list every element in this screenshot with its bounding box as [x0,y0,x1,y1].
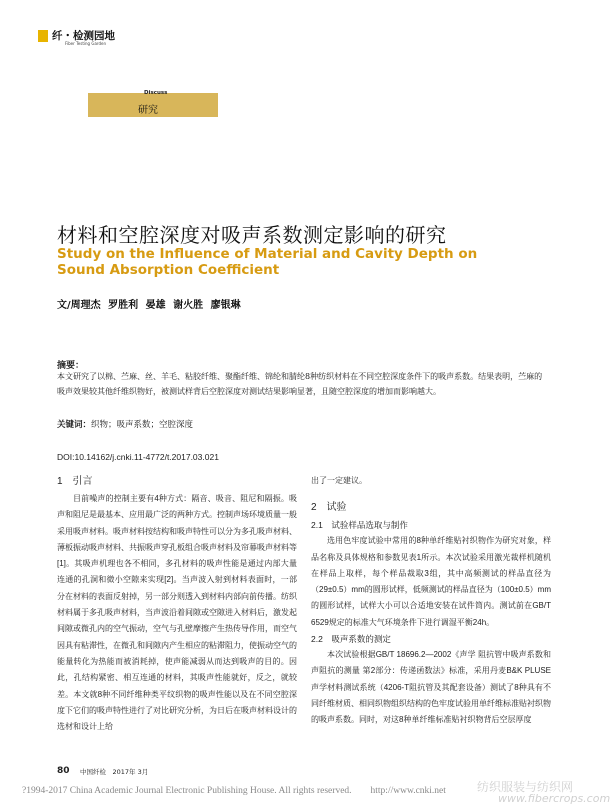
subsection-heading-measure: 2.2 吸声系数的测定 [311,634,391,645]
continued-text: 出了一定建议。 [311,476,367,485]
abstract-label: 摘要： [57,361,85,371]
category-tag-cn: 研究 [138,105,158,116]
intro-paragraph: 目前噪声的控制主要有4种方式：隔音、吸音、阻尼和隔振。吸声和阻尼是最基本、应用最广泛的两种方式。控制声场环境质量一般采用吸声材料。吸声材料按结构和吸声特性可以分为多孔吸声材料、薄板振动吸声材料、共振吸声穿孔板组合吸声材料及帘幕吸声材料等[1]。其吸声机理也各不相同，多孔材料的吸声性能是通过内部大量连通的孔洞和微小空隙来实现[2]。当声波入射到材料表面时，一部分在材料的表面反射掉，另一部分则透入到材料内部向前传播。纺织材料属于多孔吸声材料，当声波沿着间隙或空隙进入材料后，激发起间隙或微孔内的空气振动，空气与孔壁摩擦产生热传导作用，而空气因具有粘滞性，在微孔和间隙内产生相应的粘滞阻力，使振动空气的能量转化为热能而被消耗掉，使声能减弱从而达到吸声的目的。因此，孔结构紧密、相互连通的材料，其吸声性能就好，反之，就较差。本文就8种不同纤维种类平纹织物的吸声性能以及在不同空腔深度下它们的吸声特性进行了对比研究分析，为日后在吸声材料设计的选材和设计上给 [57,494,297,732]
page-number: 80 [57,766,70,776]
article-title-en: Study on the Influence of Material and Cavity Depth on Sound Absorption Coefficient [57,246,478,278]
abstract-text: 本文研究了以棉、苎麻、丝、羊毛、粘胶纤维、聚酯纤维、锦纶和腈纶8种纺织材料在不同空腔深度条件下的吸声系数。结果表明，苎麻的吸声效果较其他纤维织物好，被测试样背后空腔深度对测试结果影响显著，且随空腔深度的增加而影响越大。 [57,372,543,396]
measure-paragraph: 本次试验根据GB/T 18696.2—2002《声学 阻抗管中吸声系数和声阻抗的测量 第2部分：传递函数法》标准，采用丹麦B&K PLUSE声学材料测试系统（4206-T阻抗管及其配套设备）测试了8种具有不同纤维材质、相同织物组织结构的色牢度试验用单纤维标准贴衬织物的吸声系数。同时，对这8种单纤维标准贴衬织物背后空层厚度 [311,650,551,725]
keywords-label: 关键词： [57,420,92,430]
journal-name: 中国纤检 2017年 3月 [80,768,149,776]
watermark-url: www.fibercrops.com [498,792,610,805]
keywords [57,418,193,430]
sample-paragraph: 选用色牢度试验中常用的8种单纤维贴衬织物作为研究对象，样品名称及具体规格和参数见表1所示。本次试验采用激光裁样机随机在样品上取样，每个样品裁取3组，其中高频测试的样品直径为（29±0.5）mm的圆形试样，低频测试的样品直径为（100±0.5）mm的圆形试样，试样大小可以合适地安装在试件筒内。测试前在GB/T 6529规定的标准大气环境条件下进行调湿平衡24h。 [311,536,551,627]
category-tag-en: Discuss [144,90,168,96]
keywords-text: 织物；吸声系数；空腔深度 [91,420,194,430]
section-subtitle: Fiber Testing Garden [65,41,107,46]
body-column-right [311,473,551,729]
header-logo-square [38,30,48,42]
watermark-cn: 纺织服装与纺织网 [477,780,574,794]
article-title-cn: 材料和空腔深度对吸声系数测定影响的研究 [57,223,447,247]
section-heading-experiment: 2 试验 [311,502,347,514]
section-title: 纤・检测园地 [52,30,115,42]
article-authors: 文/周理杰 罗胜利 晏雄 谢火胜 廖银琳 [57,300,241,311]
subsection-heading-sample: 2.1 试验样品选取与制作 [311,520,408,531]
section-heading-intro: 1 引言 [57,476,93,487]
copyright-line: ?1994-2017 China Academic Journal Electronic Publishing House. All rights reserved. http://www.cnki.net [22,786,446,796]
body-column-left [57,473,297,735]
doi: DOI:10.14162/j.cnki.11-4772/t.2017.03.021 [57,452,219,462]
